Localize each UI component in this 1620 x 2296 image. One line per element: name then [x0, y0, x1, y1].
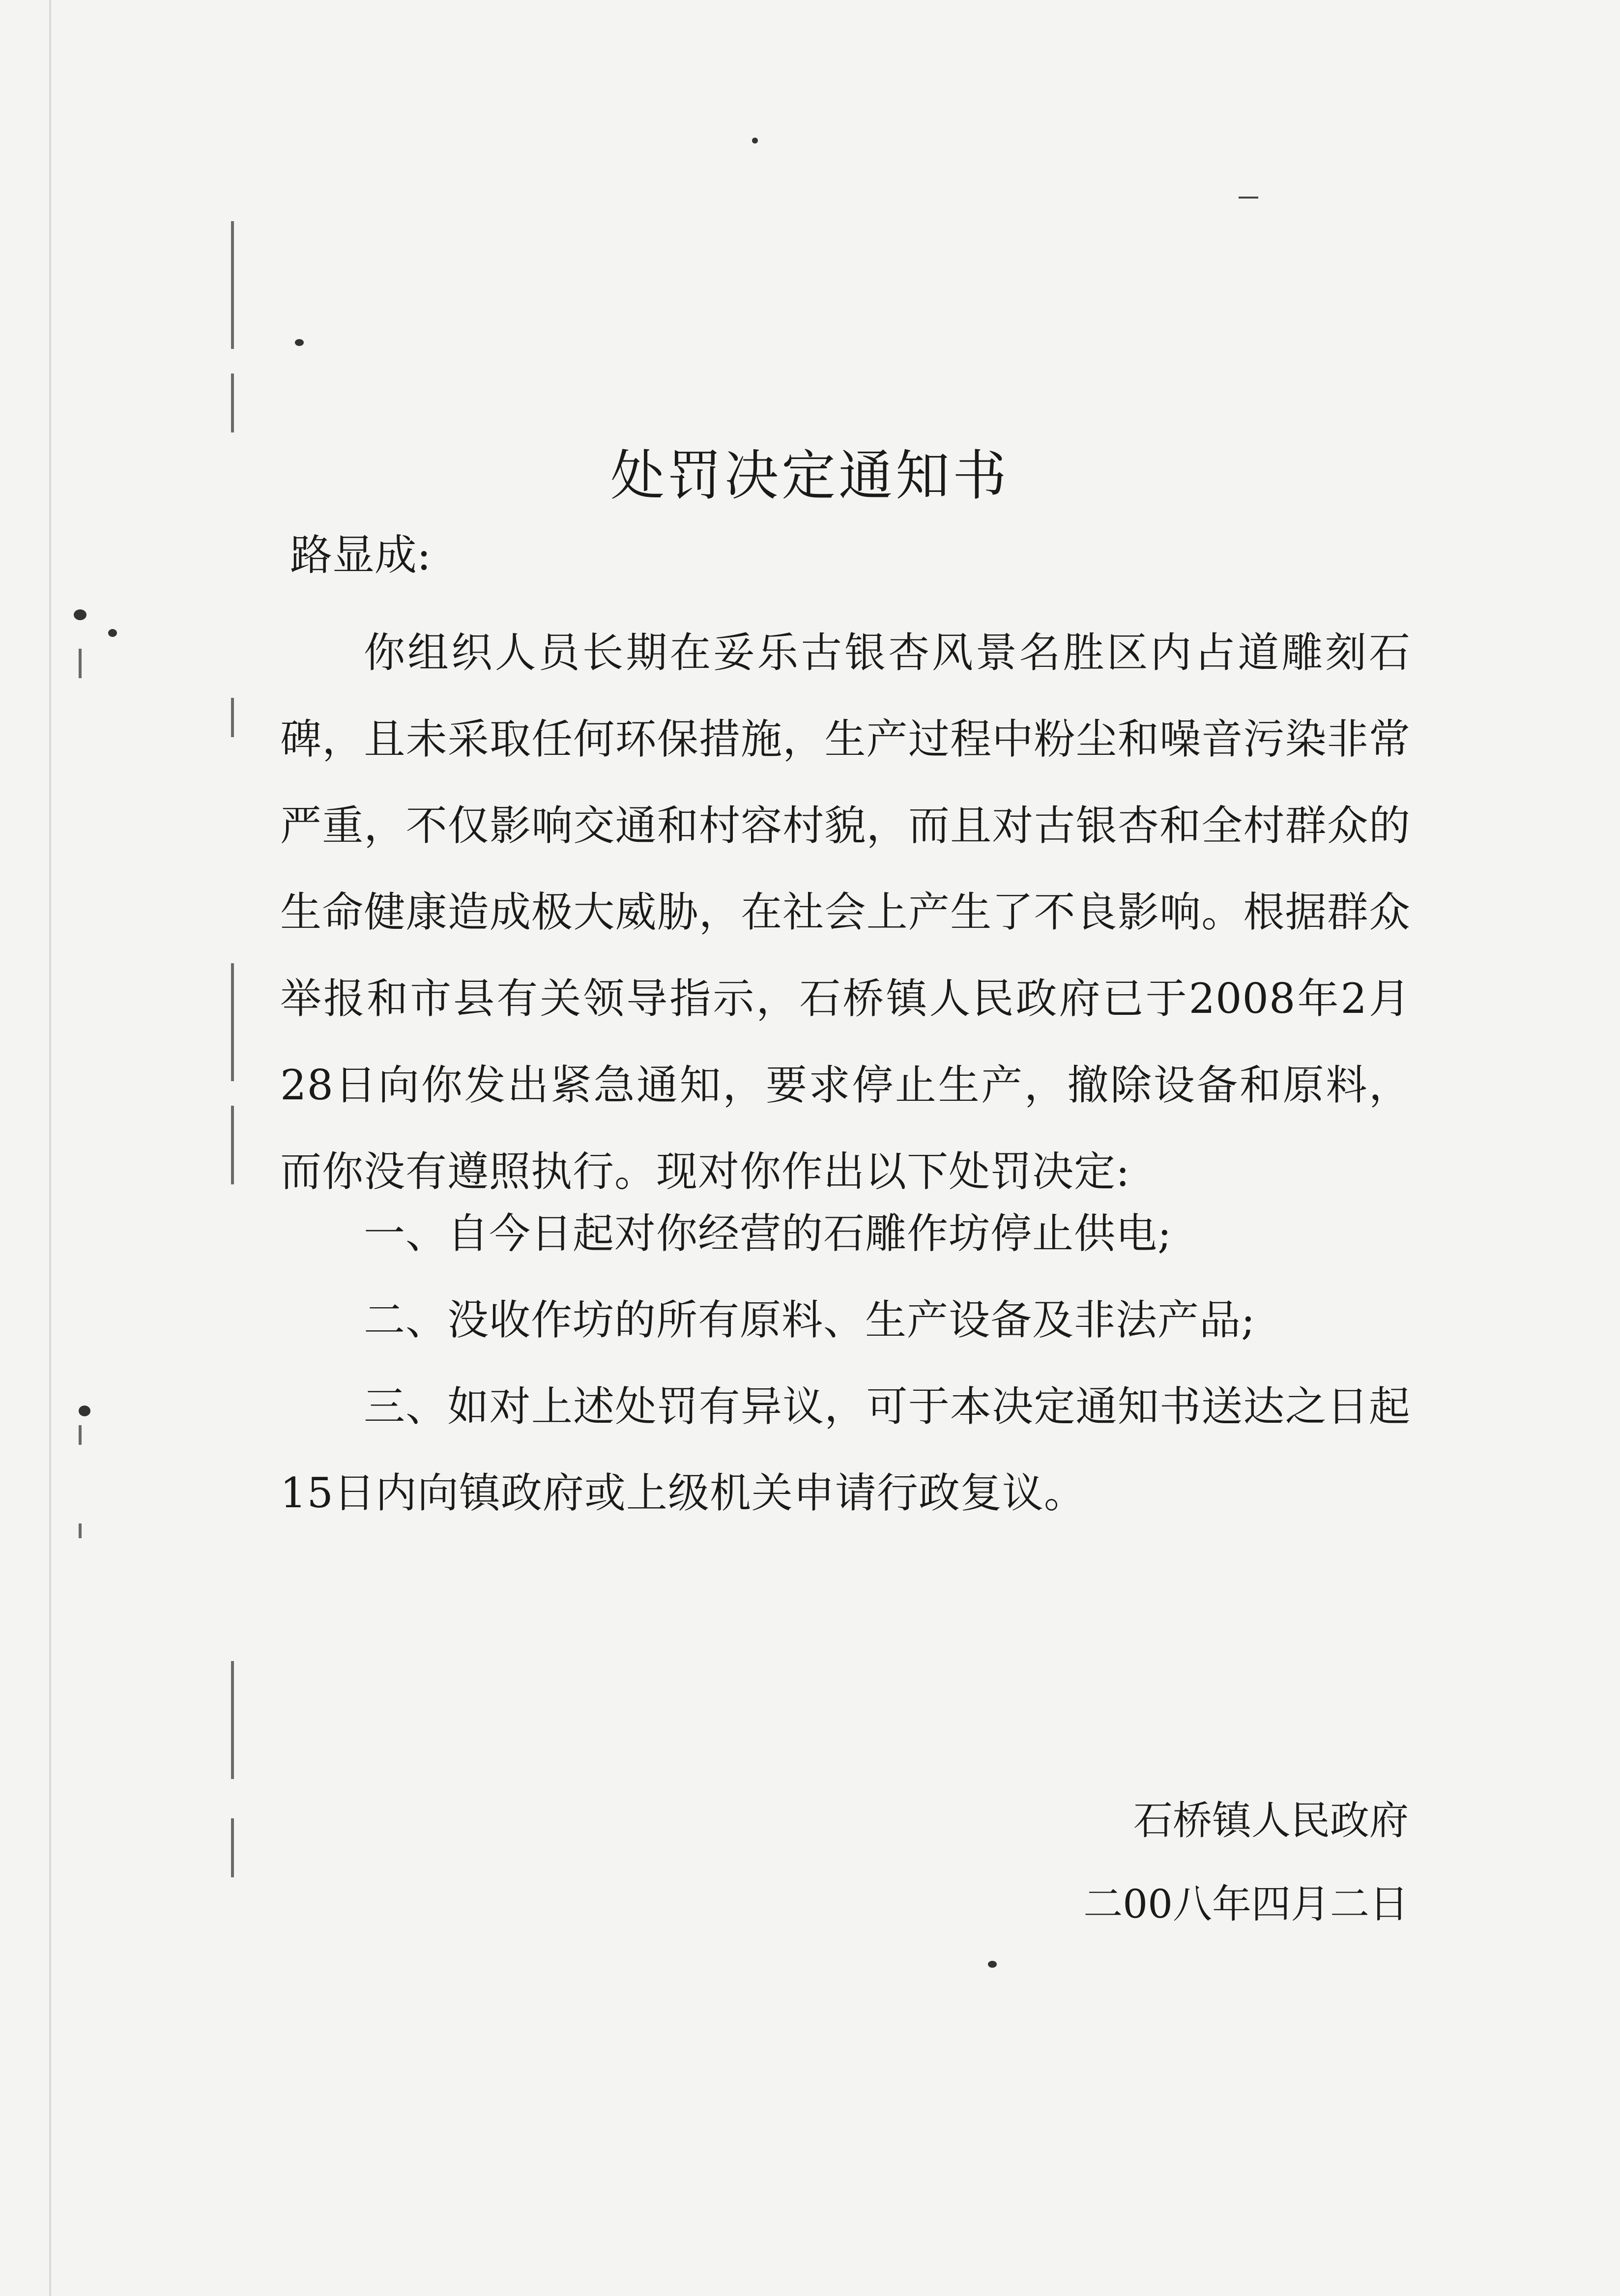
- binding-marks-outer: [79, 0, 82, 2296]
- scan-speck: [988, 1961, 997, 1968]
- notice-body: 你组织人员长期在妥乐古银杏风景名胜区内占道雕刻石碑，且未采取任何环保措施，生产过程中粉尘和噪音污染非常严重，不仅影响交通和村容村貌，而且对古银杏和全村群众的生命健康造成极大威胁，在社会上产生了不良影响。根据群众举报和市县有关领导指示，石桥镇人民政府已于2008年2月28日向你发出紧急通知，要求停止生产，撤除设备和原料，而你没有遵照执行。现对你作出以下处罚决定:: [280, 629, 1411, 1196]
- issue-date: 二00八年四月二日: [1083, 1881, 1409, 1927]
- paper-edge: [49, 0, 51, 2296]
- scan-speck: [79, 1406, 90, 1416]
- penalty-item-2: 二、没收作坊的所有原料、生产设备及非法产品;: [364, 1296, 1256, 1344]
- penalty-item-3: 三、如对上述处罚有异议，可于本决定通知书送达之日起15日内向镇政府或上级机关申请行政复议。: [280, 1382, 1411, 1517]
- scan-mark: [1239, 197, 1258, 199]
- penalty-item-1: 一、自今日起对你经营的石雕作坊停止供电;: [364, 1209, 1172, 1258]
- scan-speck: [74, 609, 87, 620]
- recipient-name: 路显成:: [290, 531, 431, 580]
- scan-speck: [108, 629, 117, 637]
- issuer-name: 石桥镇人民政府: [1133, 1798, 1409, 1843]
- signature-block: [1083, 1779, 1409, 1946]
- scan-speck: [295, 339, 304, 346]
- binding-marks-left: [231, 0, 234, 2296]
- page-title: 处罚决定通知书: [610, 444, 1010, 507]
- scan-speck: [752, 138, 758, 144]
